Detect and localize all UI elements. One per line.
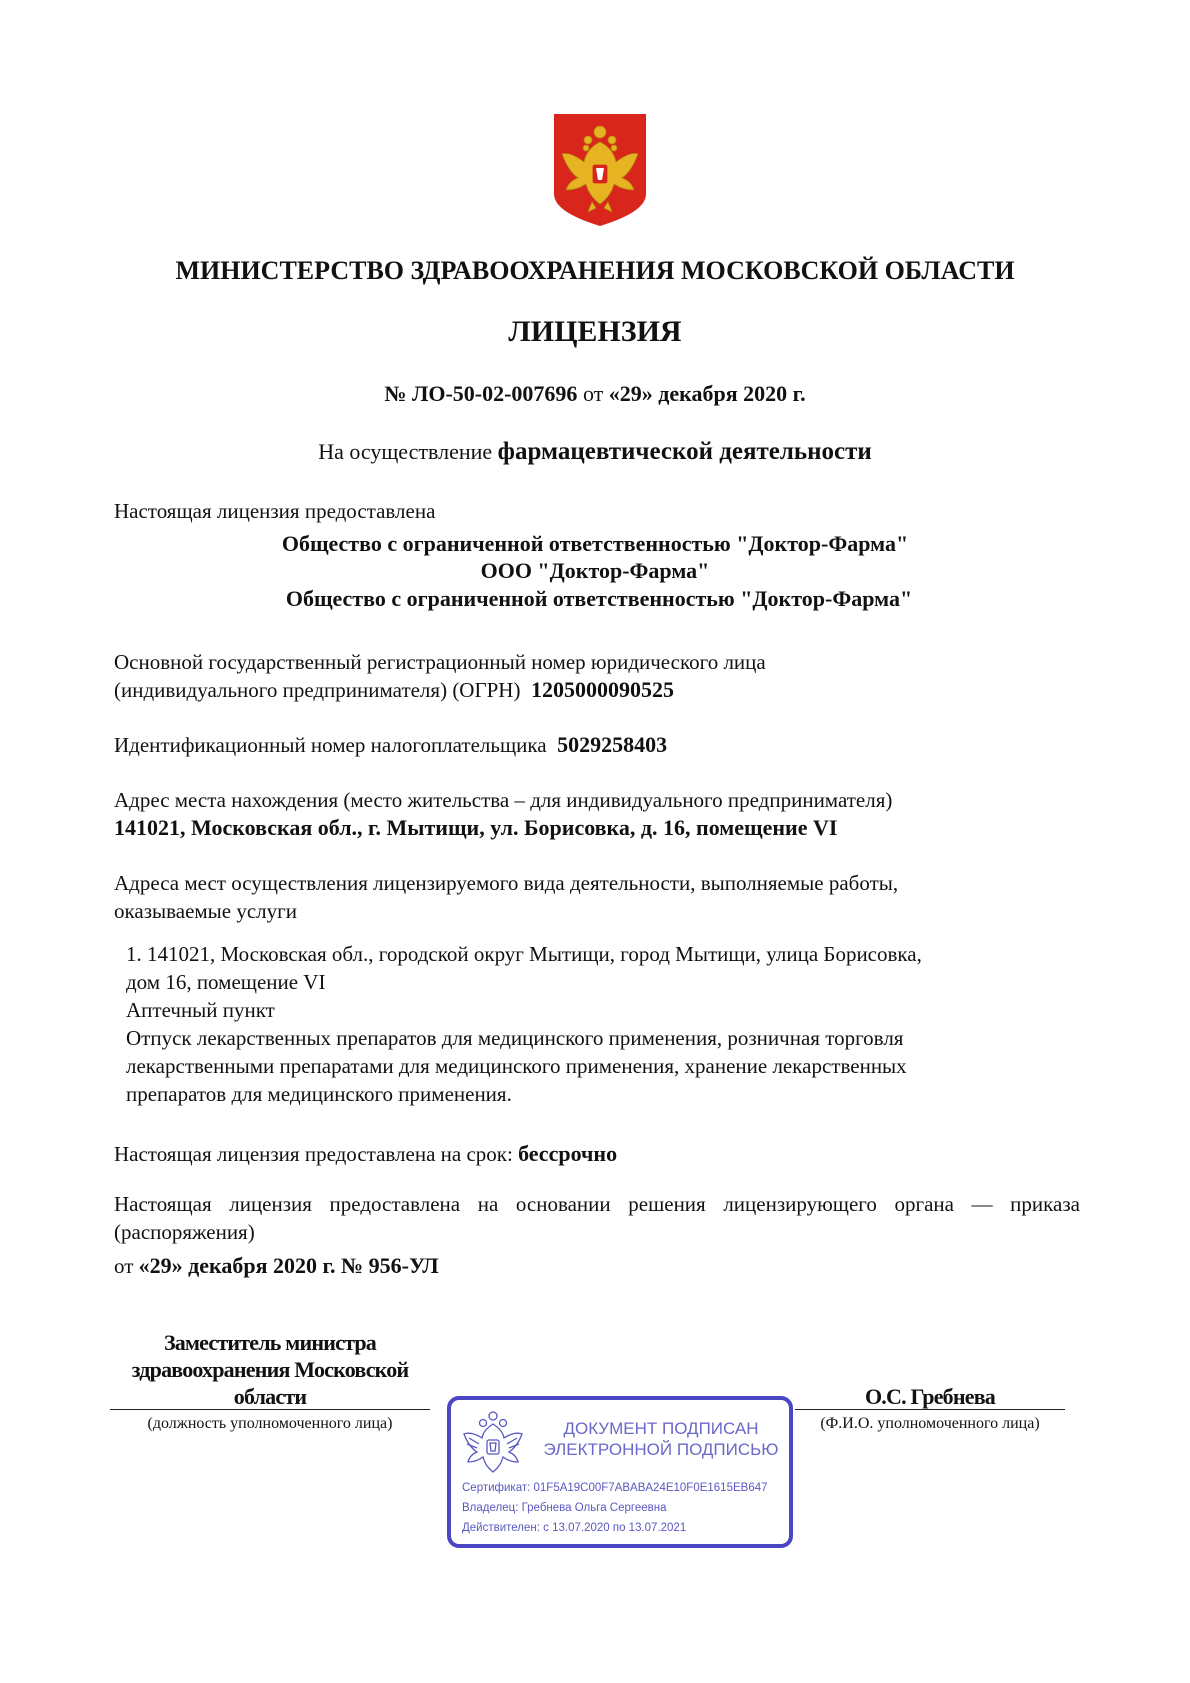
date-prefix: от xyxy=(577,381,609,406)
stamp-certificate: Сертификат: 01F5A19C00F7ABABA24E10F0E1615EB647 xyxy=(462,1482,768,1494)
electronic-signature-stamp xyxy=(447,1396,793,1548)
signer-position-line2: здравоохранения Московской xyxy=(131,1357,409,1382)
signer-position xyxy=(110,1329,430,1410)
ministry-heading: МИНИСТЕРСТВО ЗДРАВООХРАНЕНИЯ МОСКОВСКОЙ ОБЛАСТИ xyxy=(175,256,1015,285)
place-services-line2: лекарственными препаратами для медицинского применения, хранение лекарственных xyxy=(126,1054,907,1078)
places-label-line1: Адреса мест осуществления лицензируемого вида деятельности, выполняемые работы, xyxy=(114,871,899,895)
document-title: ЛИЦЕНЗИЯ xyxy=(508,315,682,348)
licensee-intro: Настоящая лицензия предоставлена xyxy=(114,499,436,523)
basis-date-number: «29» декабря 2020 г. № 956-УЛ xyxy=(138,1253,439,1278)
place-address-line1: 1. 141021, Московская обл., городской округ Мытищи, город Мытищи, улица Борисовка, xyxy=(126,942,922,966)
activity-name: фармацевтической деятельности xyxy=(497,438,872,465)
position-caption: (должность уполномоченного лица) xyxy=(147,1415,393,1432)
term-value: бессрочно xyxy=(518,1141,618,1166)
place-services-line3: препаратов для медицинского применения. xyxy=(126,1082,512,1106)
term-line xyxy=(114,1140,1084,1168)
place-services-line1: Отпуск лекарственных препаратов для медицинского применения, розничная торговля xyxy=(126,1026,904,1050)
service-place-item xyxy=(126,940,1076,1108)
position-signature-line xyxy=(110,1409,430,1410)
name-signature-line xyxy=(795,1409,1065,1410)
places-label-line2: оказываемые услуги xyxy=(114,899,298,923)
stamp-heading xyxy=(541,1418,781,1460)
number-prefix: № xyxy=(384,381,412,406)
term-prefix: Настоящая лицензия предоставлена на срок: xyxy=(114,1142,519,1166)
activity-prefix: На осуществление xyxy=(318,439,498,464)
ogrn-label-line2: (индивидуального предпринимателя) (ОГРН) xyxy=(114,678,521,702)
ogrn-label-line1: Основной государственный регистрационный номер юридического лица xyxy=(114,650,766,674)
licensee-full-name: Общество с ограниченной ответственностью "Доктор-Фарма" xyxy=(281,531,909,556)
licensee-brand-name: Общество с ограниченной ответственностью "Доктор-Фарма" xyxy=(285,586,913,611)
name-caption: (Ф.И.О. уполномоченного лица) xyxy=(820,1415,1040,1432)
stamp-owner: Владелец: Гребнева Ольга Сергеевна xyxy=(462,1502,667,1514)
inn-value: 5029258403 xyxy=(557,732,668,757)
place-address-line2: дом 16, помещение VI xyxy=(126,970,326,994)
address-label: Адрес места нахождения (место жительства – для индивидуального предпринимателя) xyxy=(114,788,893,812)
licensee-short-name: ООО "Доктор-Фарма" xyxy=(480,558,710,583)
signer-position-line1: Заместитель министра xyxy=(163,1330,376,1355)
stamp-heading-line1: ДОКУМЕНТ ПОДПИСАН xyxy=(563,1419,759,1438)
address-value: 141021, Московская обл., г. Мытищи, ул. Борисовка, д. 16, помещение VI xyxy=(114,815,838,840)
ogrn-line xyxy=(114,676,1084,704)
double-headed-eagle-icon xyxy=(461,1408,525,1476)
basis-date-prefix: от xyxy=(114,1254,139,1278)
coat-of-arms-emblem xyxy=(552,112,648,228)
inn-line xyxy=(114,731,1084,759)
license-number-line xyxy=(0,381,1190,407)
basis-text: Настоящая лицензия предоставлена на основании решения лицензирующего органа — приказа (распоряжения) xyxy=(114,1192,1080,1244)
activity-line xyxy=(0,438,1190,466)
ogrn-value: 1205000090525 xyxy=(530,677,674,702)
inn-label: Идентификационный номер налогоплательщика xyxy=(114,733,547,757)
basis-order-line xyxy=(114,1252,1084,1280)
stamp-validity: Действителен: с 13.07.2020 по 13.07.2021 xyxy=(462,1522,687,1534)
signer-name: О.С. Гребнева xyxy=(864,1384,996,1409)
license-number: ЛО-50-02-007696 xyxy=(411,381,578,406)
stamp-heading-line2: ЭЛЕКТРОННОЙ ПОДПИСЬЮ xyxy=(543,1440,779,1459)
place-type: Аптечный пункт xyxy=(126,998,275,1022)
license-date: «29» декабря 2020 г. xyxy=(608,381,806,406)
signer-position-line3: области xyxy=(233,1384,307,1409)
